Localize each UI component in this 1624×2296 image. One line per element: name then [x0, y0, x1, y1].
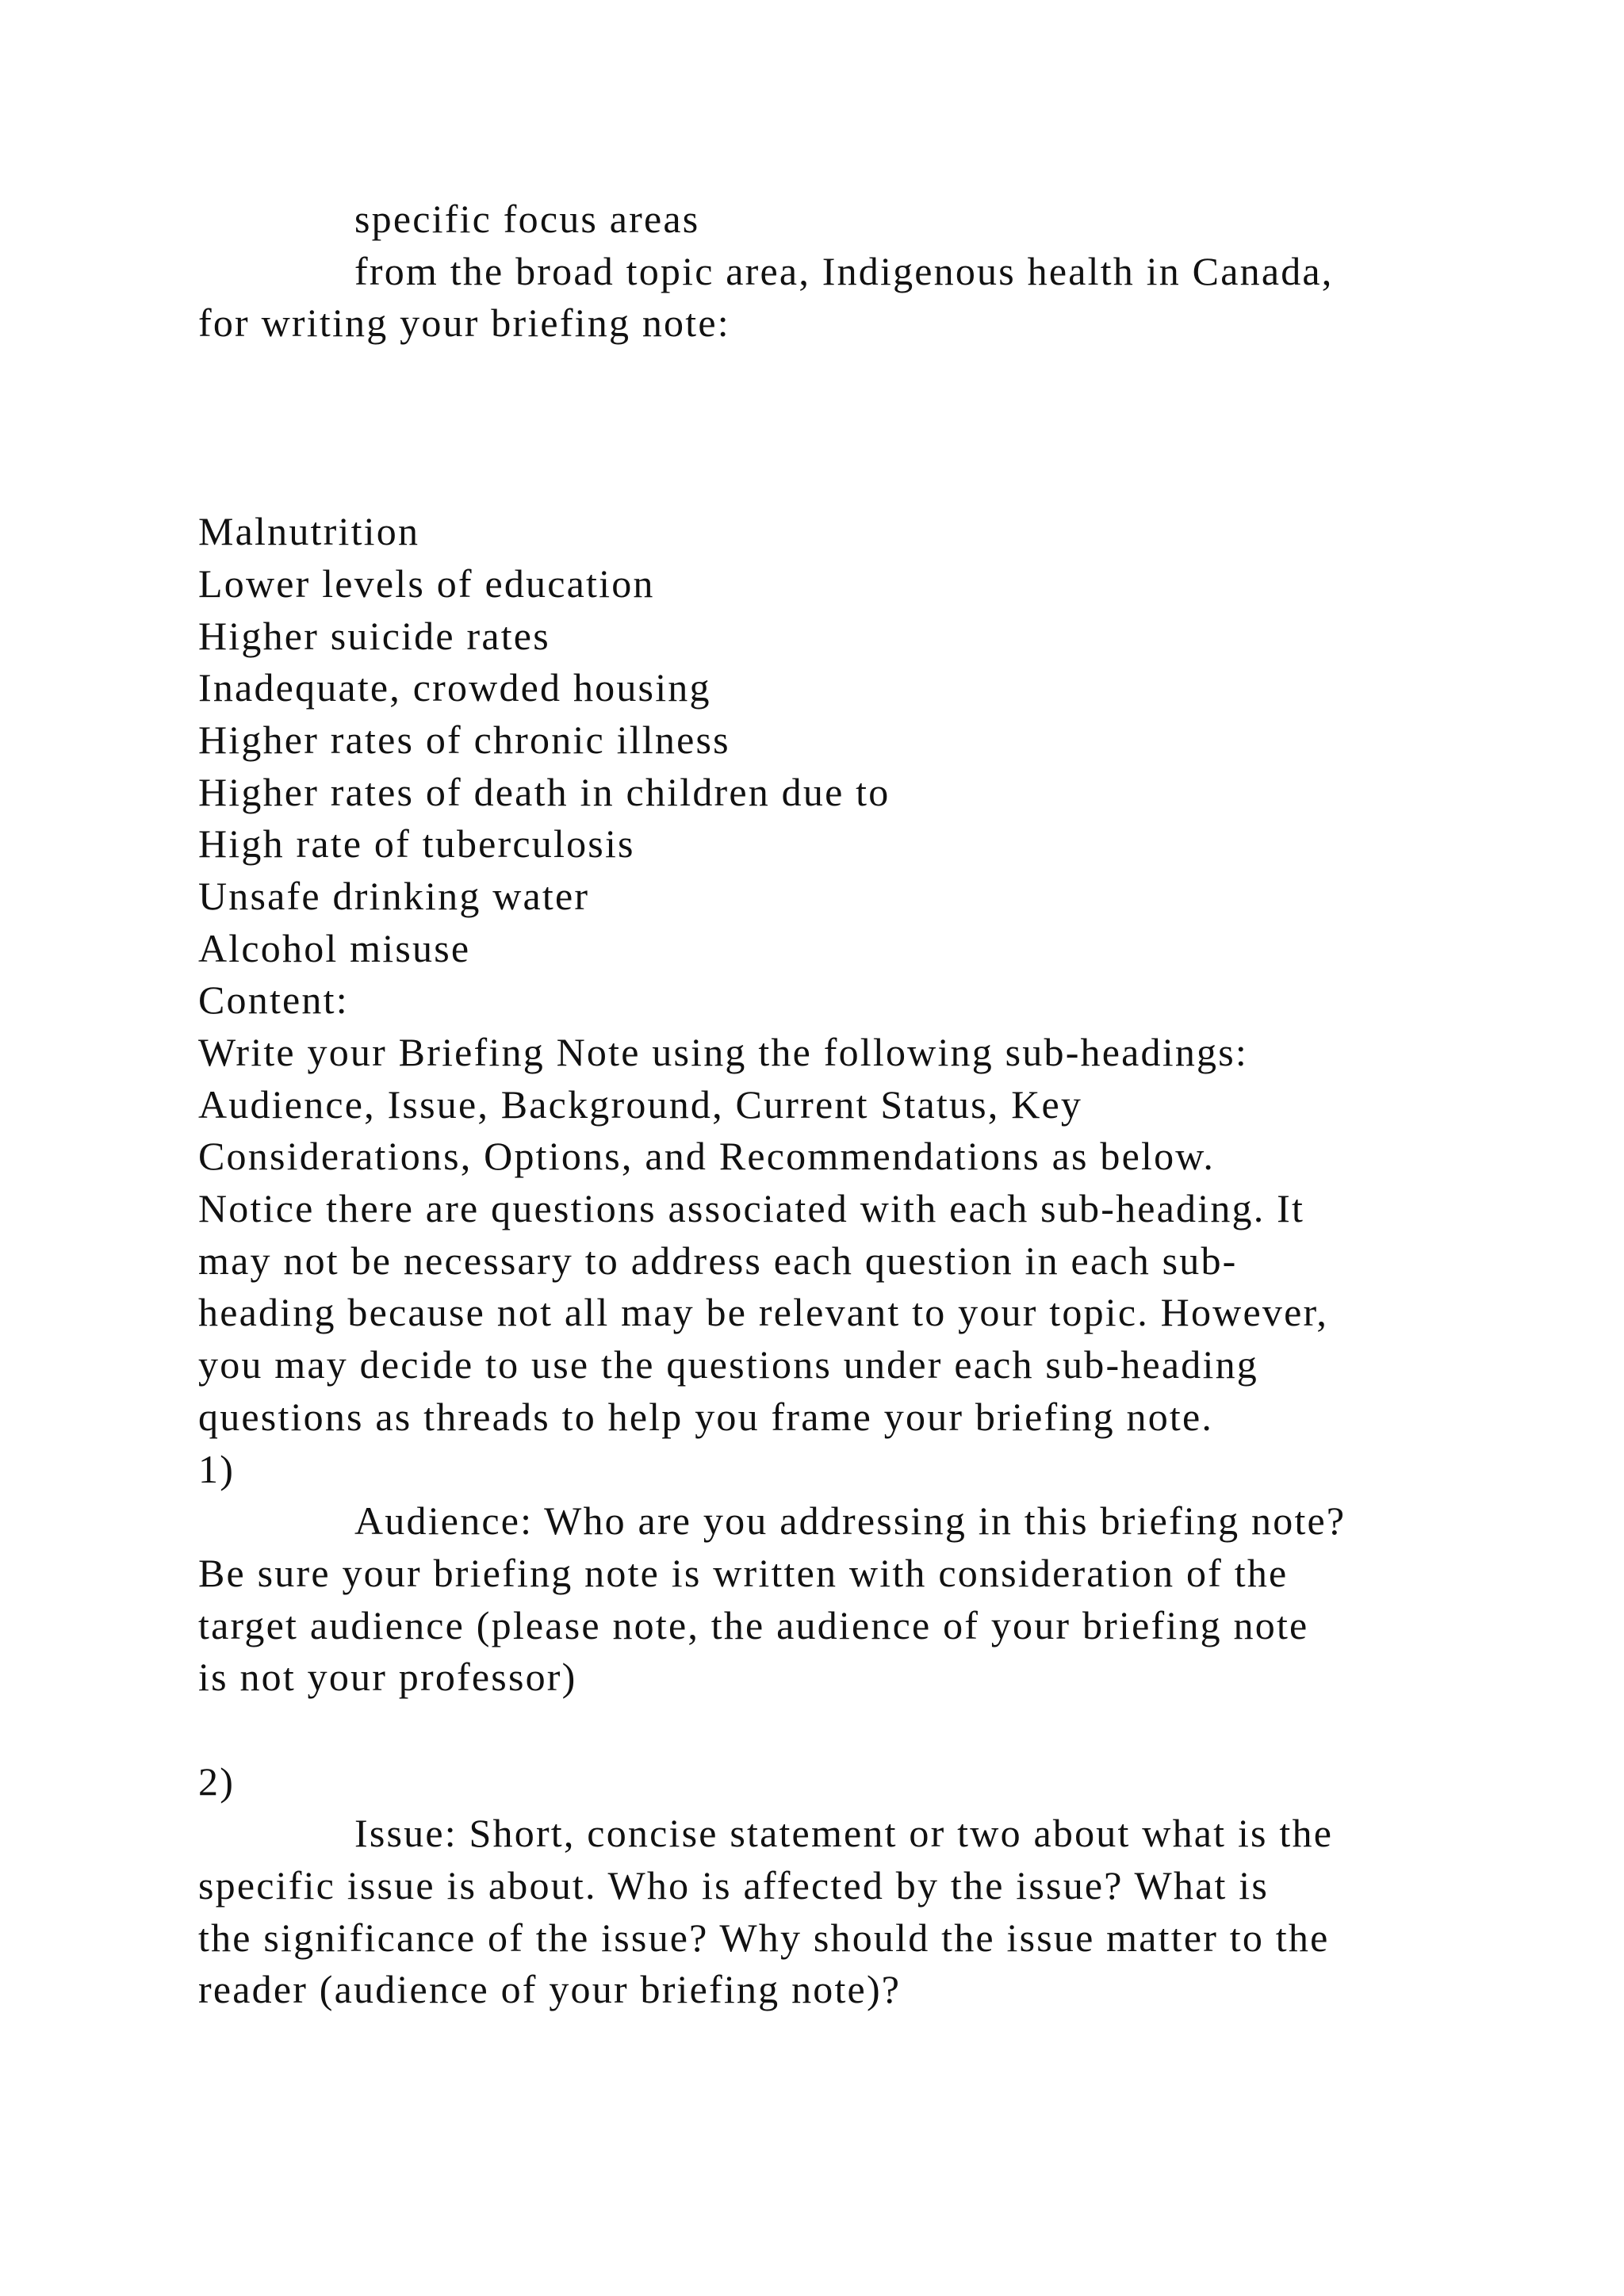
focus-area-item: High rate of tuberculosis — [198, 821, 635, 867]
content-paragraph-line: Notice there are questions associated with each sub-heading. It — [198, 1186, 1305, 1231]
content-paragraph-line: Write your Briefing Note using the following sub-headings: — [198, 1030, 1248, 1074]
blank-line — [198, 402, 1546, 454]
item-number: 1) — [198, 1446, 236, 1491]
blank-line — [198, 453, 1546, 506]
item-number: 2) — [198, 1758, 236, 1804]
intro-line: specific focus areas — [354, 197, 700, 241]
content-paragraph-line: you may decide to use the questions under each sub-heading — [198, 1342, 1258, 1387]
item-issue-line: reader (audience of your briefing note)? — [198, 1967, 902, 2012]
focus-area-item: Alcohol misuse — [198, 925, 471, 970]
focus-area-item: Unsafe drinking water — [198, 873, 590, 918]
content-paragraph-line: questions as threads to help you frame your briefing note. — [198, 1394, 1214, 1439]
item-audience-line: target audience (please note, the audience of your briefing note — [198, 1602, 1309, 1647]
blank-line — [198, 350, 1546, 402]
focus-area-item: Inadequate, crowded housing — [198, 665, 711, 710]
item-issue-line: the significance of the issue? Why should the issue matter to the — [198, 1915, 1330, 1960]
focus-area-item: Malnutrition — [198, 509, 420, 554]
focus-area-item: Lower levels of education — [198, 561, 655, 606]
item-audience-line: Be sure your briefing note is written with consideration of the — [198, 1550, 1289, 1595]
item-issue-line: Issue: Short, concise statement or two about what is the — [354, 1811, 1334, 1856]
content-paragraph-line: Considerations, Options, and Recommendations as below. — [198, 1134, 1216, 1179]
content-paragraph-line: heading because not all may be relevant to your topic. However, — [198, 1290, 1329, 1335]
focus-area-item: Higher suicide rates — [198, 613, 550, 658]
focus-area-item: Higher rates of chronic illness — [198, 717, 730, 762]
item-audience-line: is not your professor) — [198, 1655, 577, 1700]
intro-line: from the broad topic area, Indigenous health in Canada, — [354, 248, 1334, 293]
intro-line: for writing your briefing note: — [198, 300, 730, 346]
blank-line — [198, 1704, 1546, 1756]
content-paragraph-line: Audience, Issue, Background, Current Status, Key — [198, 1081, 1083, 1127]
item-issue-line: specific issue is about. Who is affected by the issue? What is — [198, 1863, 1269, 1908]
content-paragraph-line: may not be necessary to address each question in each sub- — [198, 1238, 1238, 1283]
item-audience-line: Audience: Who are you addressing in this briefing note? — [354, 1498, 1346, 1544]
focus-area-item: Higher rates of death in children due to — [198, 769, 891, 814]
document-body — [198, 193, 1546, 2016]
content-heading: Content: — [198, 978, 349, 1023]
